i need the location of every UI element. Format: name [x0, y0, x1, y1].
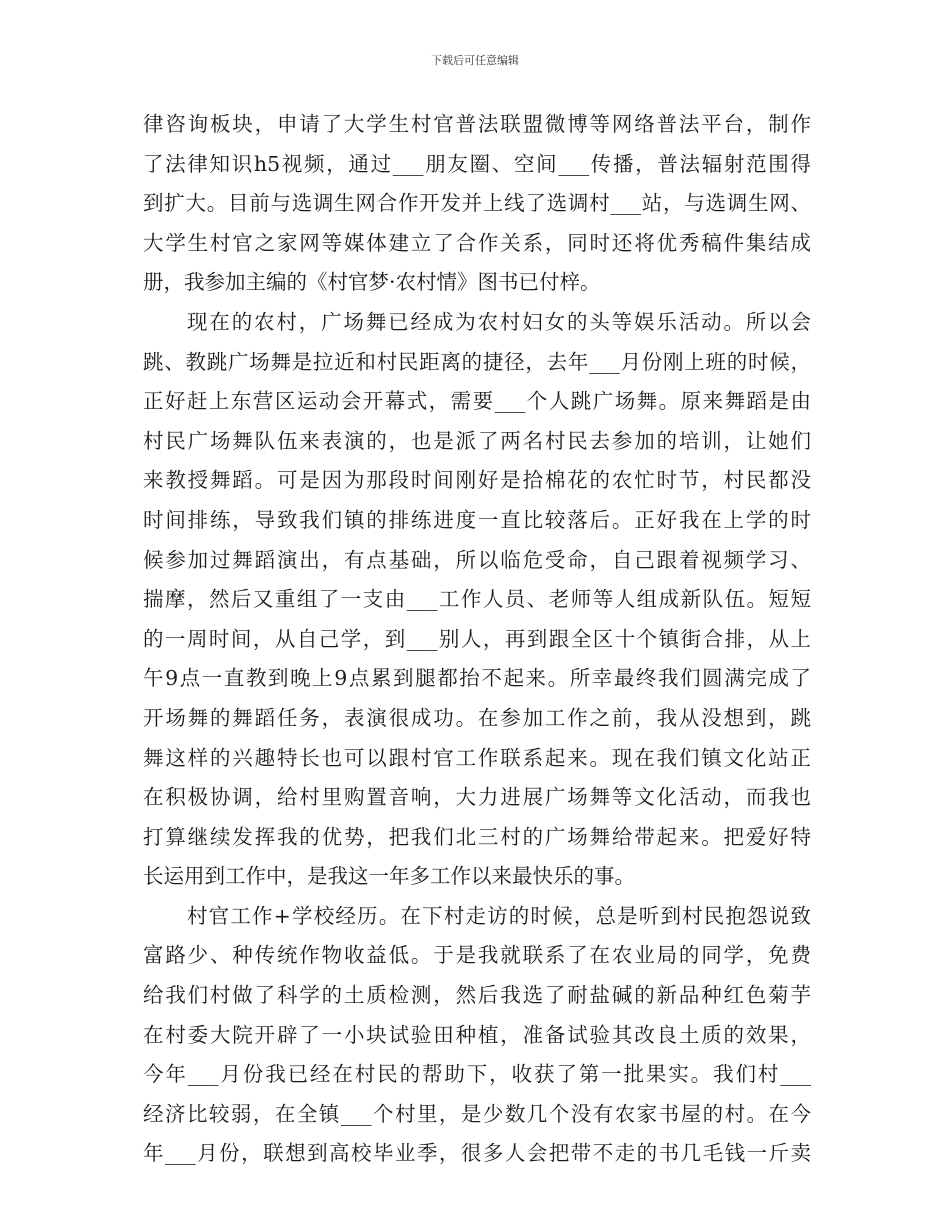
text-line: 经济比较弱，在全镇___个村里，是少数几个没有农家书屋的村。在今 — [143, 1101, 811, 1126]
text-line: 的一周时间，从自己学，到___别人，再到跟全区十个镇街合排，从上 — [143, 626, 811, 651]
text-line: 长运用到工作中，是我这一年多工作以来最快乐的事。 — [143, 864, 635, 889]
text-line: 村官工作+学校经历。在下村走访的时候，总是听到村民抱怨说致 — [187, 903, 811, 928]
text-line: 在村委大院开辟了一小块试验田种植，准备试验其改良土质的效果， — [143, 1022, 811, 1047]
text-line: 律咨询板块，申请了大学生村官普法联盟微博等网络普法平台，制作 — [143, 112, 811, 136]
text-line: 时间排练，导致我们镇的排练进度一直比较落后。正好我在上学的时 — [143, 507, 811, 532]
document-body — [143, 105, 811, 1174]
text-line: 打算继续发挥我的优势，把我们北三村的广场舞给带起来。把爱好特 — [143, 824, 811, 849]
page-header: 下载后可任意编辑 — [431, 54, 519, 67]
text-line: 现在的农村，广场舞已经成为农村妇女的头等娱乐活动。所以会 — [187, 309, 811, 334]
text-line: 了法律知识h5视频，通过___朋友圈、空间___传播，普法辐射范围得 — [143, 151, 811, 176]
text-line: 给我们村做了科学的土质检测，然后我选了耐盐碱的新品种红色菊芋 — [143, 983, 811, 1008]
text-line: 正好赶上东营区运动会开幕式，需要___个人跳广场舞。原来舞蹈是由 — [143, 389, 811, 414]
text-line: 候参加过舞蹈演出，有点基础，所以临危受命，自己跟着视频学习、 — [143, 547, 811, 572]
text-line: 富路少、种传统作物收益低。于是我就联系了在农业局的同学，免费 — [143, 943, 811, 968]
text-line: 年___月份，联想到高校毕业季，很多人会把带不走的书几毛钱一斤卖 — [143, 1141, 811, 1166]
text-line: 来教授舞蹈。可是因为那段时间刚好是拾棉花的农忙时节，村民都没 — [143, 468, 811, 493]
text-line: 跳、教跳广场舞是拉近和村民距离的捷径，去年___月份刚上班的时候， — [143, 349, 811, 374]
text-line: 今年___月份我已经在村民的帮助下，收获了第一批果实。我们村___ — [143, 1062, 811, 1087]
text-line: 舞这样的兴趣特长也可以跟村官工作联系起来。现在我们镇文化站正 — [143, 745, 811, 770]
text-line: 开场舞的舞蹈任务，表演很成功。在参加工作之前，我从没想到，跳 — [143, 705, 811, 730]
text-line: 大学生村官之家网等媒体建立了合作关系，同时还将优秀稿件集结成 — [143, 230, 811, 255]
text-line: 揣摩，然后又重组了一支由___工作人员、老师等人组成新队伍。短短 — [143, 587, 811, 612]
text-line: 册，我参加主编的《村官梦·农村情》图书已付梓。 — [143, 270, 601, 295]
text-line: 到扩大。目前与选调生网合作开发并上线了选调村___站，与选调生网、 — [143, 191, 811, 216]
text-line: 午9点一直教到晚上9点累到腿都抬不起来。所幸最终我们圆满完成了 — [143, 666, 811, 691]
text-line: 在积极协调，给村里购置音响，大力进展广场舞等文化活动，而我也 — [143, 785, 811, 810]
text-line: 村民广场舞队伍来表演的，也是派了两名村民去参加的培训，让她们 — [143, 428, 811, 453]
